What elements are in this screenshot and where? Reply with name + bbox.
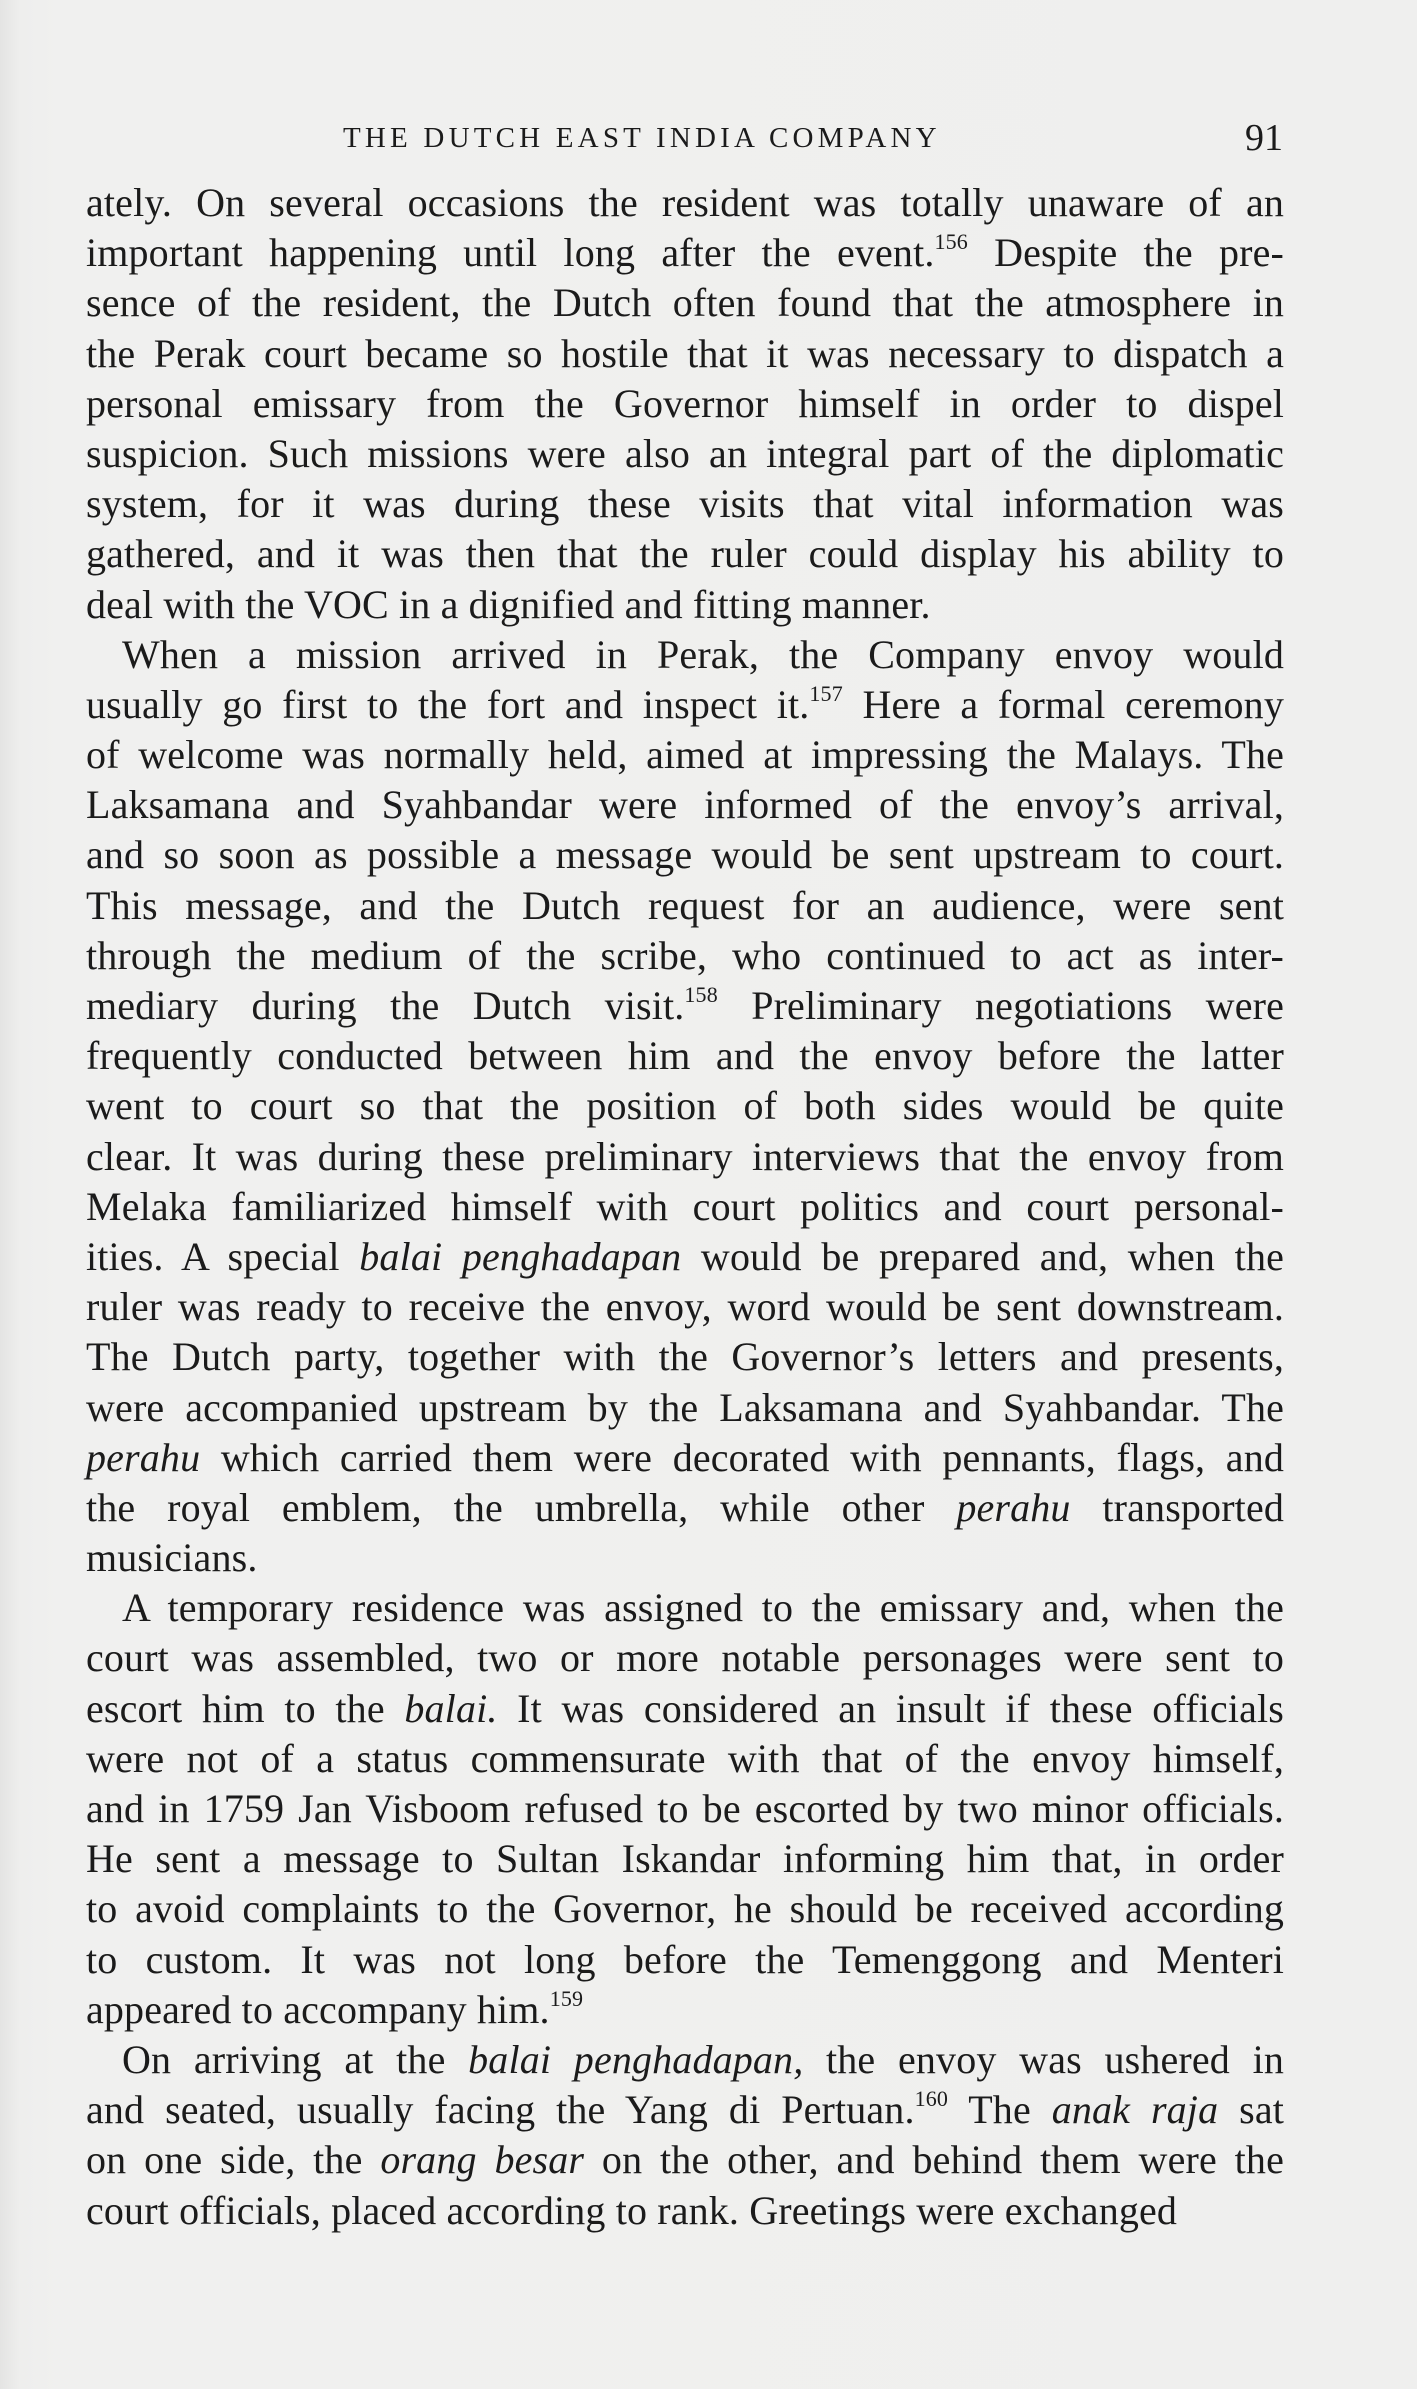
text-run: the envoy was ushered in bbox=[803, 2036, 1285, 2082]
italic-term: anak raja bbox=[1051, 2087, 1219, 2133]
italic-term: balai penghadapan bbox=[359, 1233, 682, 1279]
text-line bbox=[86, 1282, 1284, 1332]
text-run: sat bbox=[1218, 2087, 1284, 2133]
paragraph bbox=[86, 630, 1284, 1584]
text-run: The Dutch party, together with the Governor’s letters and presents, bbox=[86, 1334, 1284, 1380]
text-run: This message, and the Dutch request for an audience, were sent bbox=[86, 882, 1284, 928]
text-run: would be prepared and, when the bbox=[681, 1233, 1284, 1279]
text-run: which carried them were decorated with pennants, flags, and bbox=[200, 1434, 1284, 1480]
body-text bbox=[86, 178, 1284, 2236]
text-line bbox=[86, 981, 1284, 1031]
text-run: to custom. It was not long before the Temenggong and Menteri bbox=[86, 1936, 1284, 1982]
text-line bbox=[86, 429, 1284, 479]
text-run: The bbox=[948, 2087, 1052, 2133]
italic-term: perahu bbox=[956, 1484, 1071, 1530]
text-run: musicians. bbox=[86, 1535, 258, 1581]
footnote-ref: 158 bbox=[684, 982, 718, 1007]
text-line bbox=[86, 1232, 1284, 1282]
running-title: THE DUTCH EAST INDIA COMPANY bbox=[343, 122, 941, 154]
text-line bbox=[86, 379, 1284, 429]
italic-term: perahu bbox=[86, 1434, 201, 1480]
text-run: deal with the VOC in a dignified and fitting manner. bbox=[86, 581, 931, 627]
text-run: and in 1759 Jan Visboom refused to be escorted by two minor officials. bbox=[86, 1786, 1284, 1831]
text-line bbox=[86, 479, 1284, 529]
text-run: court officials, placed according to rank. Greetings were exchanged bbox=[86, 2187, 1178, 2233]
footnote-ref: 160 bbox=[914, 2086, 949, 2112]
text-run: and so soon as possible a message would be sent upstream to court. bbox=[86, 832, 1284, 878]
text-line bbox=[86, 580, 1284, 630]
text-line bbox=[86, 881, 1284, 931]
text-line bbox=[86, 931, 1284, 981]
text-run: the royal emblem, the umbrella, while other bbox=[86, 1484, 957, 1530]
text-run: to avoid complaints to the Governor, he should be received according bbox=[86, 1886, 1284, 1932]
text-line bbox=[86, 278, 1284, 328]
text-line bbox=[86, 780, 1284, 830]
text-line bbox=[86, 1433, 1284, 1483]
text-run: He sent a message to Sultan Iskandar informing him that, in order bbox=[86, 1836, 1284, 1882]
text-run: sence of the resident, the Dutch often found that the atmosphere in bbox=[86, 280, 1284, 326]
text-line bbox=[86, 1734, 1284, 1784]
text-run: on the other, and behind them were the bbox=[584, 2137, 1284, 2183]
text-line bbox=[86, 1332, 1284, 1382]
text-line bbox=[86, 1784, 1284, 1834]
text-run: and seated, usually facing the Yang di Pertuan. bbox=[86, 2087, 915, 2133]
text-line bbox=[86, 830, 1284, 880]
text-run: gathered, and it was then that the ruler could display his ability to bbox=[86, 531, 1284, 577]
text-run: escort him to the bbox=[86, 1685, 405, 1731]
text-run: Despite the pre- bbox=[967, 230, 1284, 276]
text-line bbox=[86, 730, 1284, 780]
text-run: Laksamana and Syahbandar were informed of the envoy’s arrival, bbox=[86, 782, 1284, 828]
text-run: appeared to accompany him. bbox=[86, 1986, 550, 2032]
text-run: mediary during the Dutch visit. bbox=[86, 983, 685, 1028]
text-line bbox=[86, 1684, 1284, 1734]
text-line bbox=[86, 2135, 1284, 2185]
text-line bbox=[86, 529, 1284, 579]
text-run: ruler was ready to receive the envoy, word would be sent downstream. bbox=[86, 1284, 1284, 1330]
footnote-ref: 156 bbox=[934, 229, 968, 255]
italic-term: balai. bbox=[404, 1685, 498, 1731]
text-run: A temporary residence was assigned to the emissary and, when the bbox=[122, 1585, 1284, 1631]
text-run: system, for it was during these visits that vital information was bbox=[86, 481, 1284, 527]
text-line bbox=[86, 1483, 1284, 1533]
text-run: ities. A special bbox=[86, 1233, 360, 1279]
italic-term: orang besar bbox=[380, 2137, 585, 2183]
text-run: Melaka familiarized himself with court politics and court personal- bbox=[86, 1183, 1284, 1229]
text-run: It was considered an insult if these officials bbox=[497, 1685, 1284, 1731]
text-run: suspicion. Such missions were also an integral part of the diplomatic bbox=[86, 430, 1284, 476]
text-line bbox=[86, 329, 1284, 379]
paragraph bbox=[86, 1583, 1284, 2035]
paragraph bbox=[86, 2035, 1284, 2236]
text-line bbox=[86, 680, 1284, 730]
text-run: of welcome was normally held, aimed at impressing the Malays. The bbox=[86, 732, 1284, 778]
footnote-ref: 159 bbox=[549, 1985, 584, 2011]
text-line bbox=[86, 630, 1284, 680]
text-run: frequently conducted between him and the envoy before the latter bbox=[86, 1033, 1284, 1079]
text-line bbox=[86, 1081, 1284, 1131]
text-run: transported bbox=[1070, 1484, 1284, 1530]
text-run: ately. On several occasions the resident was totally unaware of an bbox=[86, 180, 1284, 225]
text-run: Preliminary negotiations were bbox=[717, 983, 1284, 1028]
text-run: the Perak court became so hostile that it was necessary to dispatch a bbox=[86, 330, 1284, 376]
text-line bbox=[86, 2186, 1284, 2236]
text-run: personal emissary from the Governor himself in order to dispel bbox=[86, 380, 1284, 426]
text-run: important happening until long after the event. bbox=[86, 230, 935, 276]
text-line bbox=[86, 1182, 1284, 1232]
text-run: When a mission arrived in Perak, the Company envoy would bbox=[122, 631, 1284, 677]
text-line bbox=[86, 228, 1284, 278]
running-head bbox=[88, 118, 1283, 158]
text-line bbox=[86, 2035, 1284, 2085]
text-line bbox=[86, 1834, 1284, 1884]
text-line bbox=[86, 1884, 1284, 1934]
footnote-ref: 157 bbox=[809, 680, 843, 706]
text-line bbox=[86, 1633, 1284, 1683]
text-line bbox=[86, 178, 1284, 228]
text-line bbox=[86, 1533, 1284, 1583]
paragraph bbox=[86, 178, 1284, 630]
text-run: on one side, the bbox=[86, 2137, 381, 2183]
text-line bbox=[86, 1583, 1284, 1633]
text-line bbox=[86, 1383, 1284, 1433]
text-run: On arriving at the bbox=[122, 2036, 469, 2082]
text-line bbox=[86, 1132, 1284, 1182]
text-run: usually go first to the fort and inspect it. bbox=[86, 681, 810, 727]
text-line bbox=[86, 2085, 1284, 2135]
text-run: court was assembled, two or more notable personages were sent to bbox=[86, 1635, 1284, 1681]
text-run: were not of a status commensurate with that of the envoy himself, bbox=[86, 1735, 1284, 1781]
italic-term: balai penghadapan, bbox=[468, 2036, 804, 2082]
text-line bbox=[86, 1031, 1284, 1081]
page-number: 91 bbox=[1245, 117, 1283, 159]
text-line bbox=[86, 1985, 1284, 2035]
text-run: Here a formal ceremony bbox=[842, 681, 1284, 727]
text-run: were accompanied upstream by the Laksamana and Syahbandar. The bbox=[86, 1384, 1284, 1430]
text-line bbox=[86, 1935, 1284, 1985]
text-run: went to court so that the position of both sides would be quite bbox=[86, 1083, 1284, 1129]
text-run: clear. It was during these preliminary interviews that the envoy from bbox=[86, 1133, 1284, 1179]
text-run: through the medium of the scribe, who continued to act as inter- bbox=[86, 932, 1284, 978]
